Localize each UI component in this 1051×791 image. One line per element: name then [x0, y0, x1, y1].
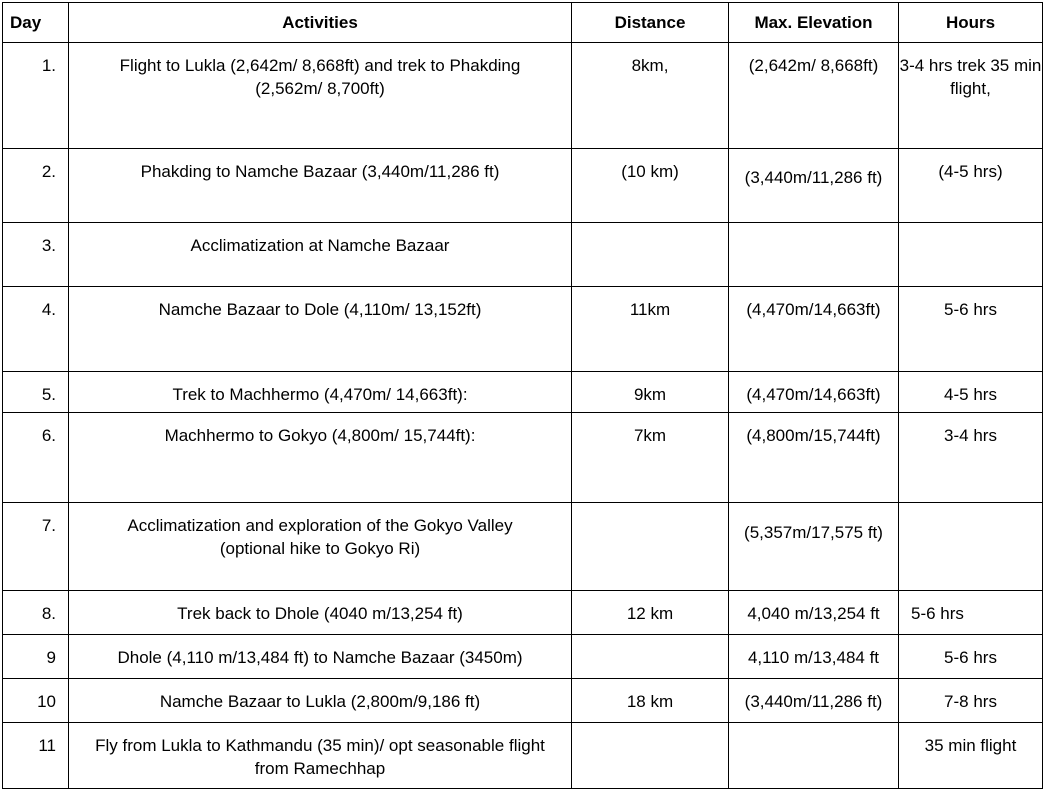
hours-cell: 35 min flight [899, 723, 1043, 789]
activity-cell: Namche Bazaar to Dole (4,110m/ 13,152ft) [69, 287, 572, 372]
elevation-cell: 4,110 m/13,484 ft [729, 635, 899, 679]
distance-cell [572, 223, 729, 287]
activity-cell: Trek back to Dhole (4040 m/13,254 ft) [69, 591, 572, 635]
table-row [3, 372, 1043, 413]
table-row [3, 287, 1043, 372]
activity-cell: Dhole (4,110 m/13,484 ft) to Namche Bazaar (3450m) [69, 635, 572, 679]
header-hours: Hours [899, 3, 1043, 43]
activity-cell: Machhermo to Gokyo (4,800m/ 15,744ft): [69, 413, 572, 503]
header-activities: Activities [69, 3, 572, 43]
hours-cell: 3-4 hrs trek 35 min flight, [899, 43, 1043, 149]
distance-cell: 12 km [572, 591, 729, 635]
day-cell: 7. [3, 503, 69, 591]
distance-cell: 11km [572, 287, 729, 372]
table-row [3, 223, 1043, 287]
table-row [3, 149, 1043, 223]
distance-cell: 7km [572, 413, 729, 503]
elevation-cell [729, 223, 899, 287]
activity-cell: Acclimatization at Namche Bazaar [69, 223, 572, 287]
distance-cell [572, 723, 729, 789]
activity-cell: Namche Bazaar to Lukla (2,800m/9,186 ft) [69, 679, 572, 723]
distance-cell [572, 635, 729, 679]
day-cell: 8. [3, 591, 69, 635]
day-cell: 6. [3, 413, 69, 503]
hours-cell: 4-5 hrs [899, 372, 1043, 413]
elevation-cell: (4,470m/14,663ft) [729, 287, 899, 372]
elevation-cell: (5,357m/17,575 ft) [729, 503, 899, 591]
hours-cell: (4-5 hrs) [899, 149, 1043, 223]
elevation-cell: (3,440m/11,286 ft) [729, 149, 899, 223]
hours-cell: 5-6 hrs [899, 591, 1043, 635]
day-cell: 11 [3, 723, 69, 789]
day-cell: 5. [3, 372, 69, 413]
elevation-cell: 4,040 m/13,254 ft [729, 591, 899, 635]
header-row [3, 3, 1043, 43]
hours-cell: 7-8 hrs [899, 679, 1043, 723]
day-cell: 2. [3, 149, 69, 223]
itinerary-table [2, 2, 1043, 789]
activity-cell: Acclimatization and exploration of the Gokyo Valley (optional hike to Gokyo Ri) [69, 503, 572, 591]
distance-cell [572, 503, 729, 591]
elevation-cell: (4,470m/14,663ft) [729, 372, 899, 413]
activity-cell: Phakding to Namche Bazaar (3,440m/11,286 ft) [69, 149, 572, 223]
table-row [3, 591, 1043, 635]
table-row [3, 43, 1043, 149]
activity-cell: Trek to Machhermo (4,470m/ 14,663ft): [69, 372, 572, 413]
activity-cell: Fly from Lukla to Kathmandu (35 min)/ opt seasonable flight from Ramechhap [69, 723, 572, 789]
day-cell: 10 [3, 679, 69, 723]
day-cell: 4. [3, 287, 69, 372]
table-row [3, 679, 1043, 723]
distance-cell: 8km, [572, 43, 729, 149]
distance-cell: 18 km [572, 679, 729, 723]
distance-cell: (10 km) [572, 149, 729, 223]
table-row [3, 413, 1043, 503]
header-day: Day [3, 3, 69, 43]
header-max-elevation: Max. Elevation [729, 3, 899, 43]
hours-cell: 5-6 hrs [899, 635, 1043, 679]
hours-cell [899, 503, 1043, 591]
activity-cell: Flight to Lukla (2,642m/ 8,668ft) and trek to Phakding (2,562m/ 8,700ft) [69, 43, 572, 149]
distance-cell: 9km [572, 372, 729, 413]
elevation-cell: (4,800m/15,744ft) [729, 413, 899, 503]
hours-cell: 5-6 hrs [899, 287, 1043, 372]
hours-cell [899, 223, 1043, 287]
elevation-cell [729, 723, 899, 789]
table-row [3, 635, 1043, 679]
header-distance: Distance [572, 3, 729, 43]
table-row [3, 723, 1043, 789]
elevation-cell: (3,440m/11,286 ft) [729, 679, 899, 723]
table-row [3, 503, 1043, 591]
hours-cell: 3-4 hrs [899, 413, 1043, 503]
day-cell: 9 [3, 635, 69, 679]
day-cell: 1. [3, 43, 69, 149]
day-cell: 3. [3, 223, 69, 287]
elevation-cell: (2,642m/ 8,668ft) [729, 43, 899, 149]
